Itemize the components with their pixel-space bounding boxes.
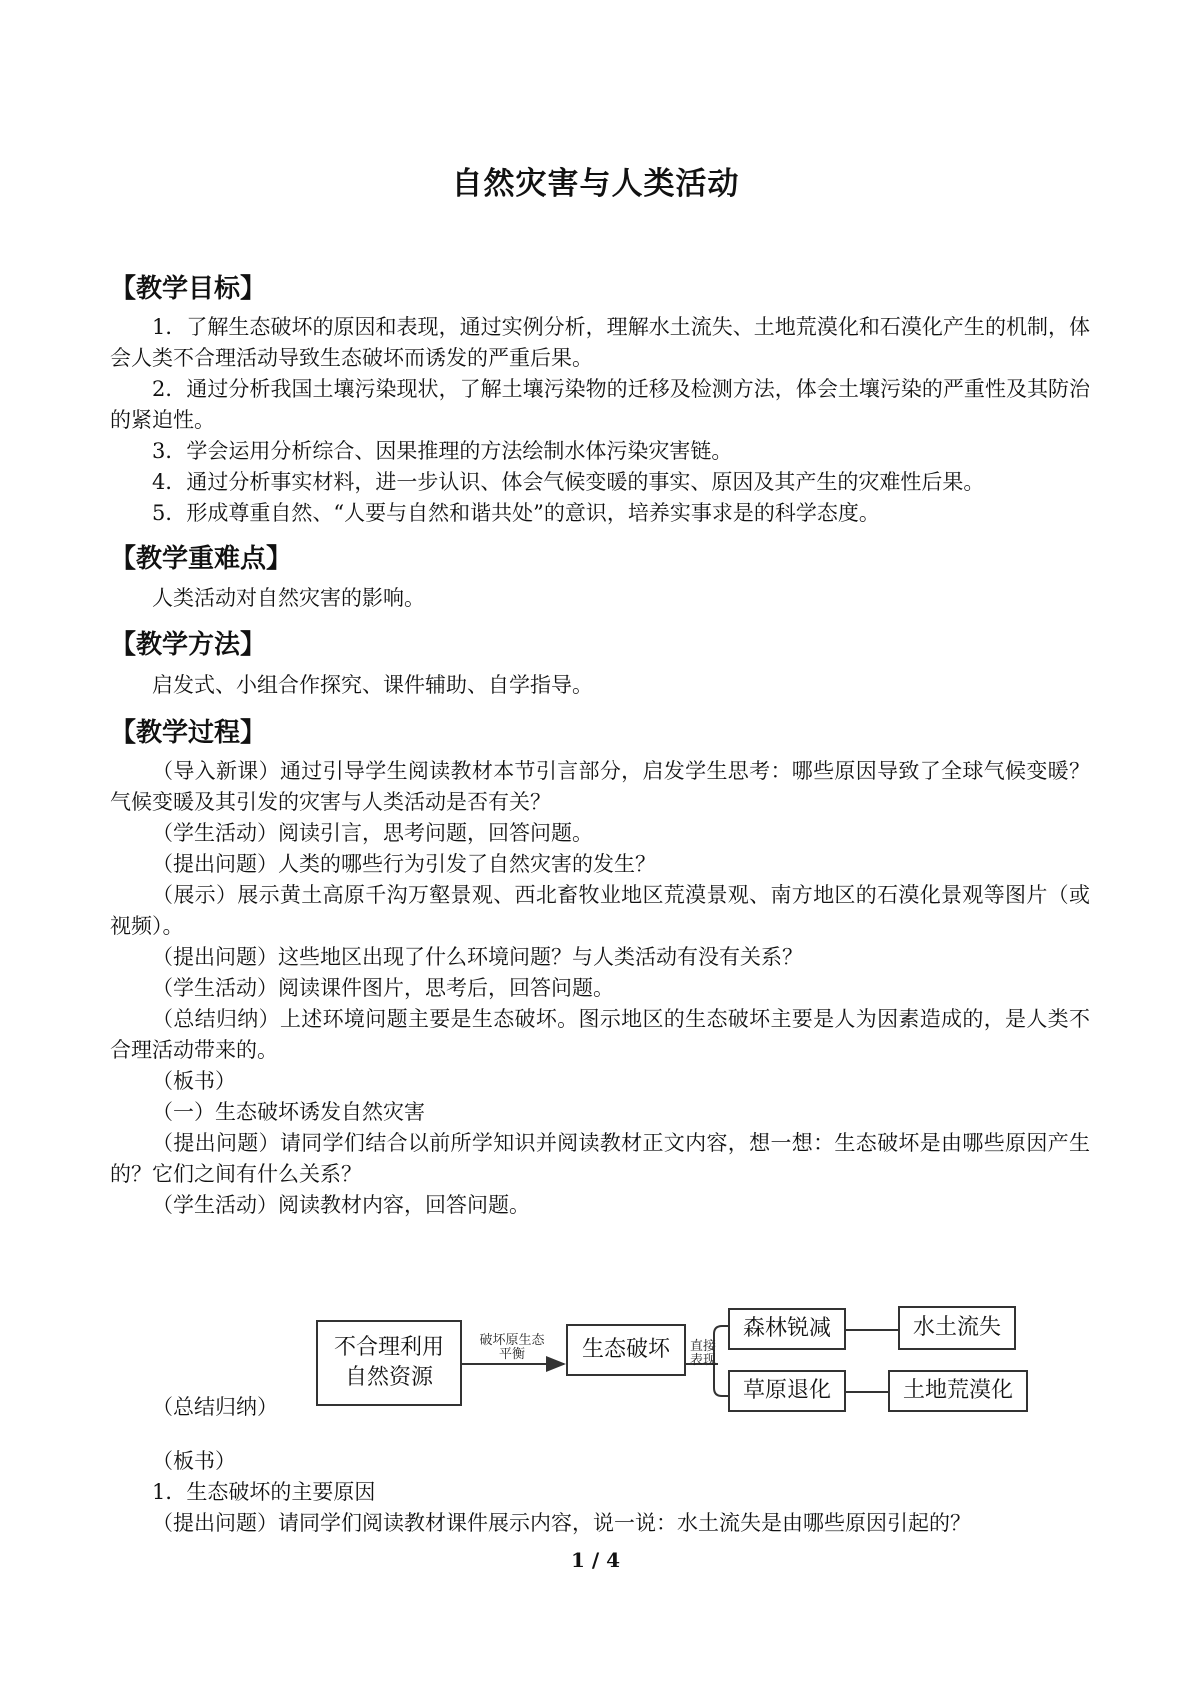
process-after-1: （板书）	[152, 1449, 236, 1473]
diagram-box-cause: 不合理利用自然资源	[316, 1320, 462, 1406]
process-paragraph-7: （总结归纳）上述环境问题主要是生态破坏。图示地区的生态破坏主要是人为因素造成的，是人类不合理活动带来的。	[110, 1007, 1090, 1062]
process-paragraph-9: （一）生态破坏诱发自然灾害	[152, 1100, 425, 1124]
process-paragraph-10: （提出问题）请同学们结合以前所学知识并阅读教材正文内容，想一想：生态破坏是由哪些原因产生的？它们之间有什么关系？	[110, 1131, 1090, 1186]
process-paragraph-1: （导入新课）通过引导学生阅读教材本节引言部分，启发学生思考：哪些原因导致了全球气候变暖？气候变暖及其引发的灾害与人类活动是否有关？	[110, 759, 1090, 814]
methods-text: 启发式、小组合作探究、课件辅助、自学指导。	[152, 673, 593, 697]
process-after-2: 1．生态破坏的主要原因	[152, 1480, 376, 1504]
page-title: 自然灾害与人类活动	[451, 166, 740, 202]
process-paragraph-8: （板书）	[152, 1069, 236, 1093]
objective-3: 3．学会运用分析综合、因果推理的方法绘制水体污染灾害链。	[152, 439, 733, 463]
page-number: 1 / 4	[570, 1548, 621, 1572]
summary-label: （总结归纳）	[152, 1395, 278, 1419]
diagram-label-arrow2: 直接表现	[689, 1339, 716, 1368]
process-paragraph-2: （学生活动）阅读引言，思考问题，回答问题。	[152, 821, 593, 845]
objective-1: 1．了解生态破坏的原因和表现，通过实例分析，理解水土流失、土地荒漠化和石漠化产生的机制，体会人类不合理活动导致生态破坏而诱发的严重后果。	[110, 315, 1090, 370]
objective-4: 4．通过分析事实材料，进一步认识、体会气候变暖的事实、原因及其产生的灾难性后果。	[152, 470, 985, 494]
diagram-box-grassland: 草原退化	[728, 1370, 846, 1412]
process-paragraph-3: （提出问题）人类的哪些行为引发了自然灾害的发生？	[152, 852, 656, 876]
diagram-box-forest: 森林锐减	[728, 1308, 846, 1350]
diagram-box-desertification: 土地荒漠化	[888, 1370, 1028, 1412]
process-paragraph-6: （学生活动）阅读课件图片，思考后，回答问题。	[152, 976, 614, 1000]
heading-methods: 【教学方法】	[110, 630, 267, 660]
objective-5: 5．形成尊重自然、“人要与自然和谐共处”的意识，培养实事求是的科学态度。	[152, 501, 880, 525]
heading-process: 【教学过程】	[110, 718, 267, 748]
diagram-label-arrow1: 破坏原生态平衡	[479, 1333, 545, 1362]
diagram-box-soil-erosion: 水土流失	[898, 1306, 1016, 1350]
key-points-text: 人类活动对自然灾害的影响。	[152, 586, 425, 610]
heading-key-points: 【教学重难点】	[110, 544, 293, 574]
diagram-box-center: 生态破坏	[566, 1324, 686, 1376]
process-paragraph-4: （展示）展示黄土高原千沟万壑景观、西北畜牧业地区荒漠景观、南方地区的石漠化景观等图片（或视频）。	[110, 883, 1090, 938]
process-after-3: （提出问题）请同学们阅读教材课件展示内容，说一说：水土流失是由哪些原因引起的？	[152, 1511, 971, 1535]
heading-objectives: 【教学目标】	[110, 274, 267, 304]
objective-2: 2．通过分析我国土壤污染现状，了解土壤污染物的迁移及检测方法，体会土壤污染的严重性及其防治的紧迫性。	[110, 377, 1090, 432]
process-paragraph-11: （学生活动）阅读教材内容，回答问题。	[152, 1193, 530, 1217]
process-paragraph-5: （提出问题）这些地区出现了什么环境问题？与人类活动有没有关系？	[152, 945, 803, 969]
